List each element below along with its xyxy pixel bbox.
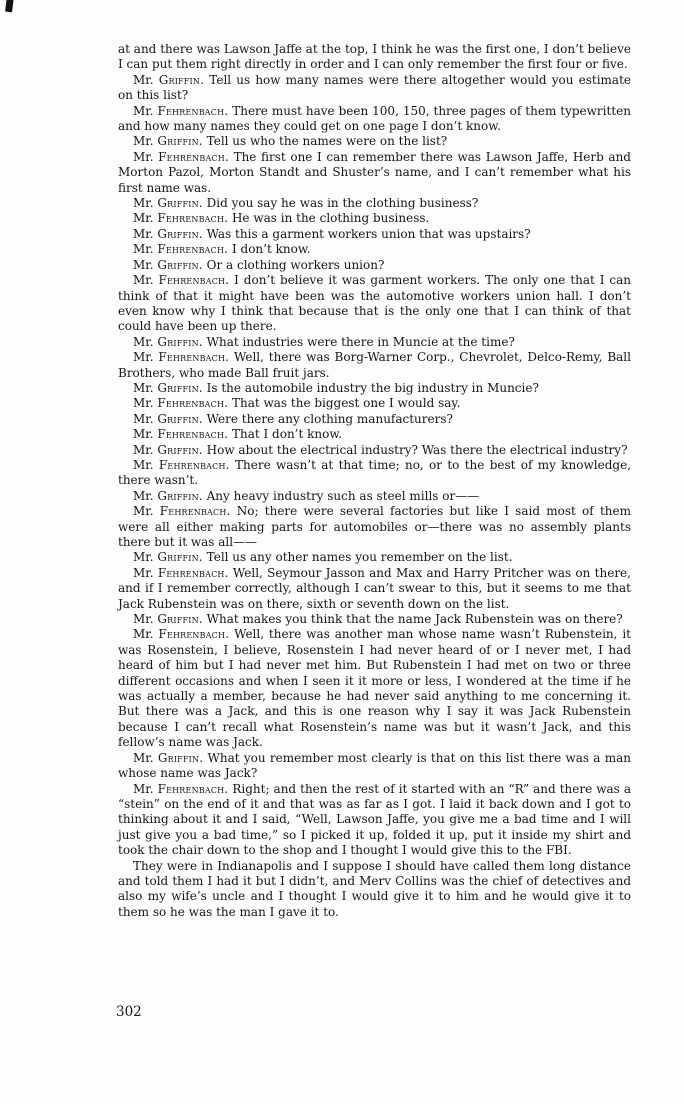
paragraph-text: Were there any clothing manufacturers? [206, 411, 453, 426]
paragraph-text: Well, Seymour Jasson and Max and Harry Pritcher was on there, and if I remember correctly, although I can’t swear to this, but it seems to me that Jack Rubenstein was on there, sixth or seventh down on the list. [118, 565, 631, 611]
paragraph-text: What you remember most clearly is that on this list there was a man whose name was Jack? [118, 750, 631, 781]
speaker-label [133, 504, 231, 518]
scan-artifact-mark [5, 0, 14, 12]
transcript-paragraph [118, 566, 631, 612]
page-number: 302 [116, 1004, 142, 1020]
speaker-label [133, 566, 229, 580]
speaker-prefix: Mr. [133, 442, 154, 457]
paragraph-text: There must have been 100, 150, three pages of them typewritten and how many names they could get on one page I don’t know. [118, 103, 631, 134]
speaker-prefix: Mr. [133, 242, 154, 257]
transcript-paragraph [118, 150, 631, 196]
speaker-name: Fehrenbach. [157, 396, 229, 411]
paragraph-text: What makes you think that the name Jack Rubenstein was on there? [206, 612, 623, 627]
speaker-name: Griffin. [157, 257, 203, 272]
speaker-name: Griffin. [157, 750, 204, 765]
transcript-paragraph [118, 104, 631, 135]
transcript-paragraph [118, 612, 631, 627]
speaker-prefix: Mr. [133, 380, 154, 395]
transcript [118, 42, 631, 920]
transcript-paragraph [118, 627, 631, 750]
transcript-paragraph [118, 73, 631, 104]
speaker-prefix: Mr. [133, 134, 154, 149]
speaker-name: Griffin. [157, 550, 203, 565]
transcript-paragraph [118, 458, 631, 489]
paragraph-text: Did you say he was in the clothing business? [206, 196, 479, 211]
paragraph-text: No; there were several factories but like I said most of them were all either making parts for automobiles or—there was no assembly plants there but it was all—— [118, 504, 631, 549]
speaker-name: Griffin. [157, 612, 203, 627]
paragraph-text: Well, there was Borg-Warner Corp., Chevrolet, Delco-Remy, Ball Brothers, who made Ball fruit jars. [118, 350, 631, 380]
speaker-label [133, 550, 203, 564]
speaker-prefix: Mr. [133, 334, 154, 349]
transcript-paragraph [118, 350, 631, 381]
speaker-label [133, 782, 228, 796]
paragraph-text: Any heavy industry such as steel mills or—— [206, 488, 480, 503]
speaker-label [133, 335, 203, 349]
speaker-name: Fehrenbach. [157, 781, 229, 796]
speaker-prefix: Mr. [133, 411, 154, 426]
paragraph-text: Tell us any other names you remember on the list. [206, 550, 513, 565]
speaker-name: Fehrenbach. [158, 350, 230, 365]
transcript-paragraph [118, 258, 631, 273]
paragraph-text: Or a clothing workers union? [206, 257, 385, 272]
speaker-prefix: Mr. [133, 612, 154, 627]
speaker-prefix: Mr. [133, 211, 154, 226]
speaker-label [133, 73, 204, 87]
transcript-paragraph [118, 427, 631, 442]
speaker-label [133, 427, 228, 441]
transcript-paragraph [118, 196, 631, 211]
speaker-label [133, 104, 228, 118]
speaker-name: Fehrenbach. [158, 273, 230, 288]
paragraph-text: at and there was Lawson Jaffe at the top, I think he was the first one, I don’t believe I can put them right directly in order and I can only remember the first four or five. [118, 42, 631, 72]
speaker-name: Fehrenbach. [157, 427, 229, 442]
speaker-name: Griffin. [157, 380, 203, 395]
speaker-prefix: Mr. [133, 72, 154, 87]
speaker-name: Griffin. [157, 134, 203, 149]
paragraph-text: How about the electrical industry? Was there the electrical industry? [206, 442, 628, 457]
speaker-name: Griffin. [157, 488, 203, 503]
paragraph-text: Is the automobile industry the big industry in Muncie? [206, 380, 539, 395]
speaker-label [133, 458, 230, 472]
transcript-paragraph [118, 412, 631, 427]
speaker-label [133, 196, 203, 210]
paragraph-text: That I don’t know. [231, 427, 343, 442]
speaker-label [133, 134, 203, 148]
paragraph-text: Tell us how many names were there altogether would you estimate on this list? [118, 72, 631, 103]
speaker-label [133, 412, 203, 426]
transcript-paragraph [118, 211, 631, 226]
paragraph-text: They were in Indianapolis and I suppose I should have called them long distance and told them I had it but I didn’t, and Merv Collins was the chief of detectives and also my wife’s uncle and I thought I would give it to him and he would give it to them so he was the man I gave it to. [118, 858, 631, 919]
speaker-name: Fehrenbach. [157, 103, 229, 118]
paragraph-text: I don’t know. [231, 242, 311, 257]
speaker-name: Fehrenbach. [157, 211, 229, 226]
paragraph-text: What industries were there in Muncie at the time? [206, 334, 515, 349]
transcript-paragraph [118, 273, 631, 335]
speaker-label [133, 381, 203, 395]
paragraph-text: There wasn’t at that time; no, or to the best of my knowledge, there wasn’t. [118, 457, 631, 488]
speaker-label [133, 227, 203, 241]
speaker-name: Griffin. [157, 411, 203, 426]
speaker-name: Fehrenbach. [159, 504, 231, 519]
speaker-prefix: Mr. [133, 350, 154, 365]
speaker-name: Fehrenbach. [157, 242, 229, 257]
speaker-prefix: Mr. [133, 396, 154, 411]
transcript-paragraph [118, 42, 631, 73]
speaker-label [133, 396, 228, 410]
speaker-label [133, 350, 229, 364]
transcript-paragraph [118, 242, 631, 257]
paragraph-text: Was this a garment workers union that was upstairs? [206, 226, 531, 241]
speaker-prefix: Mr. [133, 550, 154, 565]
speaker-name: Griffin. [157, 226, 203, 241]
paragraph-text: The first one I can remember there was Lawson Jaffe, Herb and Morton Pazol, Morton Standt and Shuster’s name, and I can’t remember what his first name was. [118, 149, 631, 195]
paragraph-text: Right; and then the rest of it started with an “R” and there was a “stein” on the end of it and that was as far as I got. I laid it back down and I got to thinking about it and I said, “Well, Lawson Jaffe, you give me a bad time and I will just give you a bad time,” so I picked it up, folded it up, put it inside my shirt and took the chair down to the shop and I thought I would give this to the FBI. [118, 781, 631, 858]
speaker-name: Fehrenbach. [158, 457, 230, 472]
speaker-prefix: Mr. [133, 457, 154, 472]
transcript-paragraph [118, 859, 631, 921]
speaker-prefix: Mr. [133, 750, 154, 765]
speaker-label [133, 443, 203, 457]
transcript-paragraph [118, 396, 631, 411]
speaker-label [133, 258, 203, 272]
speaker-prefix: Mr. [133, 504, 154, 519]
paragraph-text: That was the biggest one I would say. [231, 396, 461, 411]
transcript-paragraph [118, 504, 631, 550]
transcript-paragraph [118, 550, 631, 565]
speaker-prefix: Mr. [133, 488, 154, 503]
transcript-paragraph [118, 443, 631, 458]
speaker-label [133, 211, 228, 225]
speaker-prefix: Mr. [133, 149, 154, 164]
speaker-label [133, 150, 229, 164]
speaker-name: Griffin. [158, 72, 205, 87]
speaker-prefix: Mr. [133, 273, 154, 288]
transcript-paragraph [118, 381, 631, 396]
speaker-name: Griffin. [157, 334, 203, 349]
speaker-label [133, 612, 203, 626]
speaker-label [133, 627, 229, 641]
speaker-label [133, 751, 203, 765]
speaker-prefix: Mr. [133, 257, 154, 272]
transcript-paragraph [118, 134, 631, 149]
speaker-prefix: Mr. [133, 427, 154, 442]
speaker-prefix: Mr. [133, 103, 154, 118]
transcript-paragraph [118, 227, 631, 242]
speaker-name: Griffin. [157, 196, 203, 211]
transcript-paragraph [118, 782, 631, 859]
speaker-prefix: Mr. [133, 226, 154, 241]
transcript-paragraph [118, 751, 631, 782]
speaker-label [133, 242, 228, 256]
transcript-paragraph [118, 489, 631, 504]
speaker-prefix: Mr. [133, 196, 154, 211]
speaker-prefix: Mr. [133, 627, 154, 642]
speaker-name: Fehrenbach. [158, 149, 229, 164]
paragraph-text: Tell us who the names were on the list? [206, 134, 448, 149]
paragraph-text: He was in the clothing business. [231, 211, 430, 226]
speaker-prefix: Mr. [133, 565, 154, 580]
speaker-name: Griffin. [157, 442, 203, 457]
speaker-label [133, 489, 203, 503]
speaker-label [133, 273, 229, 287]
speaker-name: Fehrenbach. [158, 627, 230, 642]
paragraph-text: Well, there was another man whose name wasn’t Rubenstein, it was Rosenstein, I believe, Rosenstein I had never heard of or I never met, I had heard of him but I had never met him. But Rubenstein I had met on two or three different occasions and when I seen it it more or less, I wondered at the time if he was actually a member, because he had never said anything to me concerning it. But there was a Jack, and this is one reason why I say it was Jack Rubenstein because I can’t recall what Rosenstein’s name was but it wasn’t Jack, and this fellow’s name was Jack. [118, 627, 631, 750]
paragraph-text: I don’t believe it was garment workers. The only one that I can think of that it might have been was the automotive workers union hall. I don’t even know why I think that because that is the only one that I can think of that could have been up there. [118, 273, 631, 334]
speaker-prefix: Mr. [133, 781, 154, 796]
transcript-paragraph [118, 335, 631, 350]
speaker-name: Fehrenbach. [157, 565, 229, 580]
